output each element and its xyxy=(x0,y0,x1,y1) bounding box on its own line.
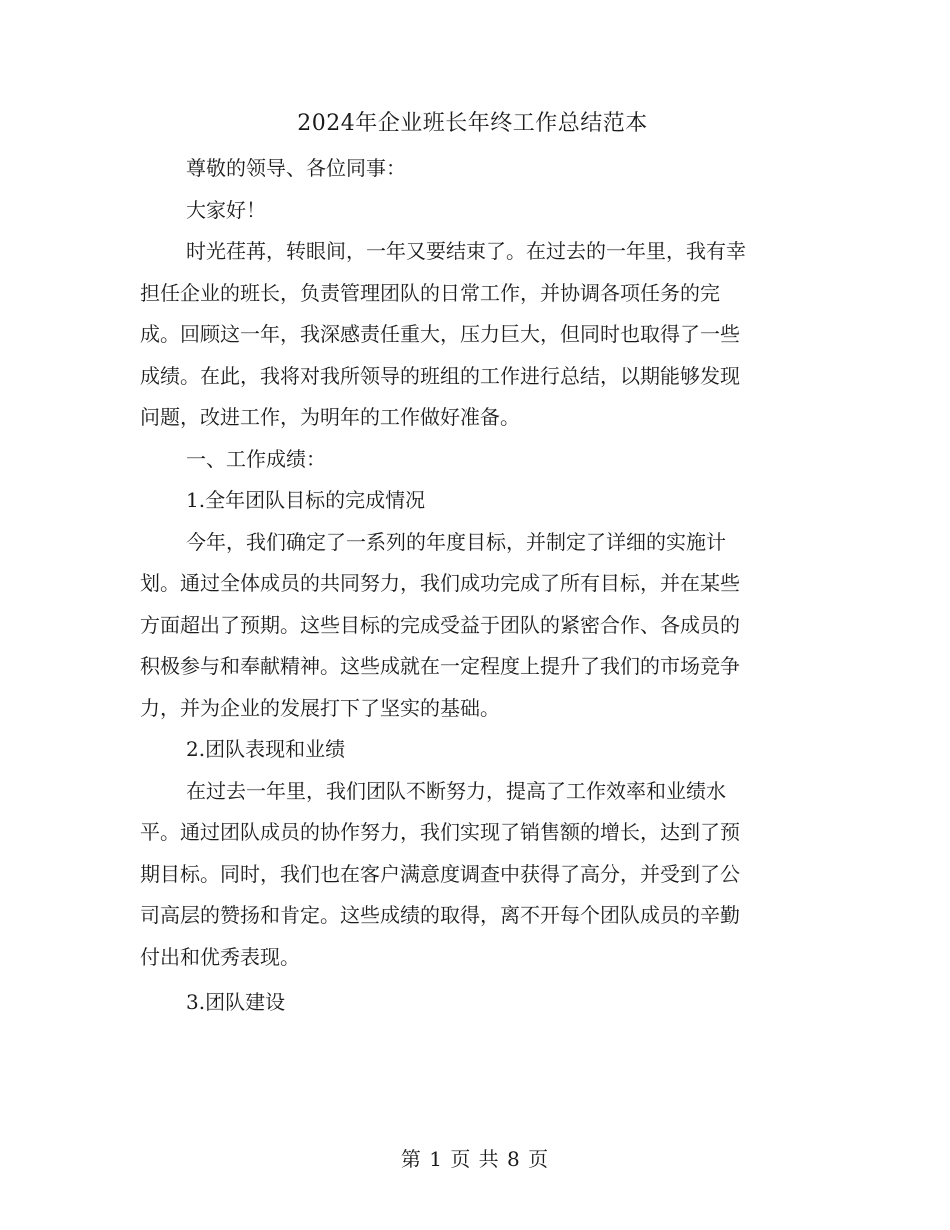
document-body xyxy=(140,100,805,1024)
paragraph-line: 平。通过团队成员的协作努力，我们实现了销售额的增长，达到了预 xyxy=(140,820,740,844)
salutation: 尊敬的领导、各位同事： xyxy=(186,156,406,180)
paragraph-line: 积极参与和奉献精神。这些成就在一定程度上提升了我们的市场竞争 xyxy=(140,654,740,678)
item-heading: 3.团队建设 xyxy=(186,990,286,1014)
document-title: 2024年企业班长年终工作总结范本 xyxy=(297,111,648,136)
item1-paragraph xyxy=(140,522,805,730)
paragraph-line: 方面超出了预期。这些目标的完成受益于团队的紧密合作、各成员的 xyxy=(140,612,740,637)
item-heading: 2.团队表现和业绩 xyxy=(186,737,346,761)
page-footer: 第 1 页 共 8 页 xyxy=(400,1147,550,1171)
item2-paragraph xyxy=(140,771,805,979)
paragraph-line: 付出和优秀表现。 xyxy=(140,944,300,969)
paragraph-line: 今年，我们确定了一系列的年度目标，并制定了详细的实施计 xyxy=(186,529,726,554)
paragraph-line: 在过去一年里，我们团队不断努力，提高了工作效率和业绩水 xyxy=(186,778,726,803)
item-heading: 1.全年团队目标的完成情况 xyxy=(186,488,426,512)
paragraph-line: 力，并为企业的发展打下了坚实的基础。 xyxy=(140,695,500,720)
paragraph-line: 司高层的赞扬和肯定。这些成绩的取得，离不开每个团队成员的辛勤 xyxy=(140,903,740,927)
paragraph-line: 问题，改进工作，为明年的工作做好准备。 xyxy=(140,405,520,429)
paragraph-line: 成绩。在此，我将对我所领导的班组的工作进行总结，以期能够发现 xyxy=(140,363,740,388)
paragraph-line: 期目标。同时，我们也在客户满意度调查中获得了高分，并受到了公 xyxy=(140,861,740,886)
paragraph-line: 担任企业的班长，负责管理团队的日常工作，并协调各项任务的完 xyxy=(140,280,720,305)
paragraph-line: 划。通过全体成员的共同努力，我们成功完成了所有目标，并在某些 xyxy=(140,571,740,595)
paragraph-line: 成。回顾这一年，我深感责任重大，压力巨大，但同时也取得了一些 xyxy=(140,322,740,346)
section-heading: 一、工作成绩： xyxy=(186,446,326,471)
greeting: 大家好！ xyxy=(186,197,266,222)
paragraph-line: 时光荏苒，转眼间，一年又要结束了。在过去的一年里，我有幸 xyxy=(186,239,746,263)
intro-paragraph xyxy=(140,231,805,439)
